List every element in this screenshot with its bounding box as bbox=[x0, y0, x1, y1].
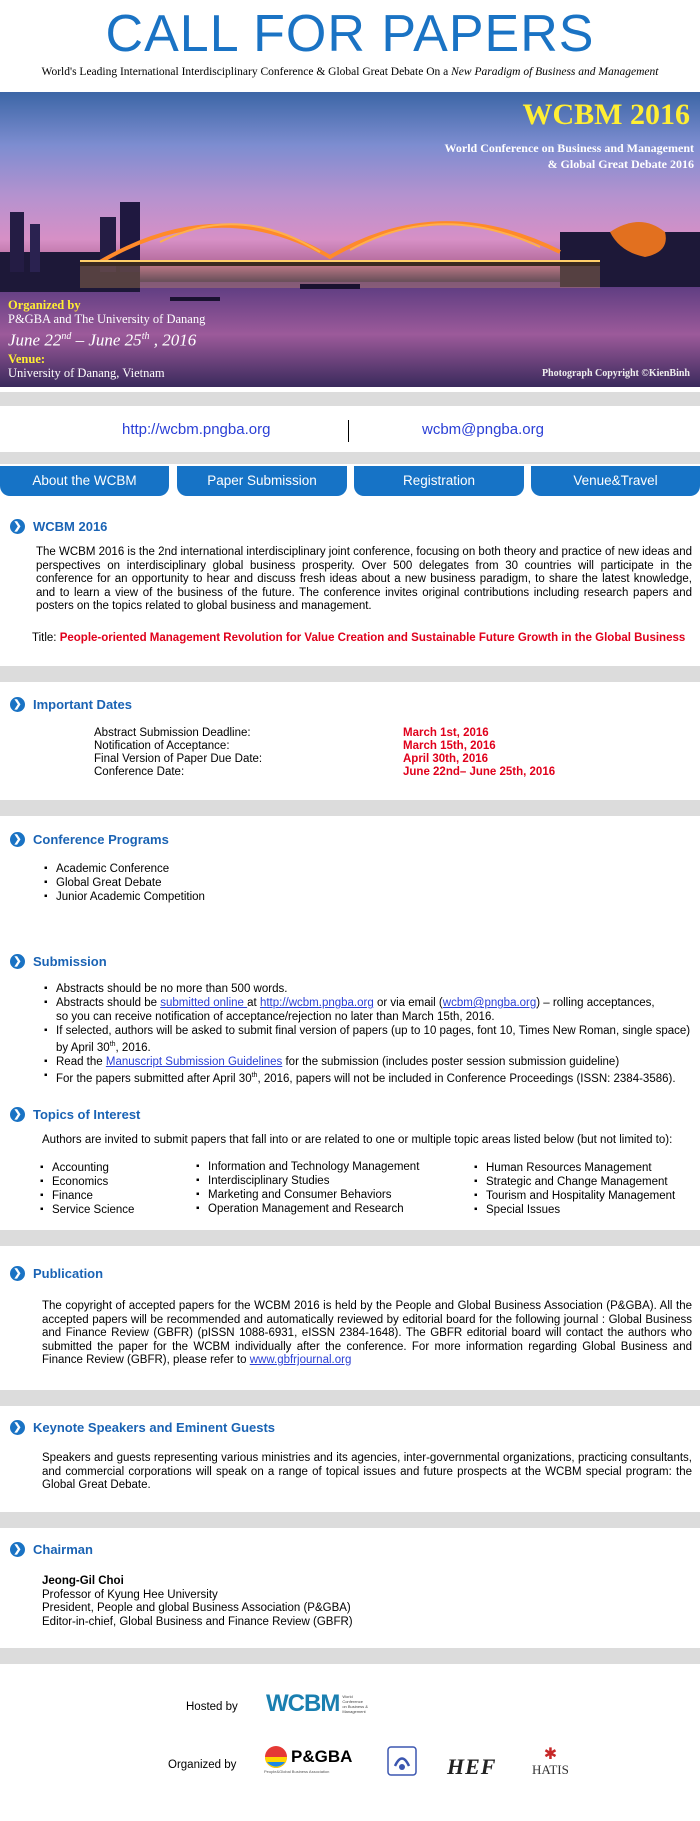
list-item: ▪ Marketing and Consumer Behaviors bbox=[196, 1188, 419, 1202]
date-label: Abstract Submission Deadline: bbox=[94, 727, 251, 739]
date-label: Final Version of Paper Due Date: bbox=[94, 753, 263, 765]
submit-online-link[interactable]: submitted online bbox=[160, 997, 248, 1009]
list-item: ▪ Interdisciplinary Studies bbox=[196, 1174, 419, 1188]
list-item: ▪ Academic Conference bbox=[44, 862, 205, 876]
date-label: Notification of Acceptance: bbox=[94, 740, 230, 752]
guidelines-link[interactable]: Manuscript Submission Guidelines bbox=[105, 1055, 283, 1068]
tab-about[interactable]: About the WCBM bbox=[0, 466, 169, 496]
list-item bbox=[44, 1024, 698, 1055]
section-header-about bbox=[10, 517, 107, 535]
text: , 2016, papers will not be included in Conference Proceedings (ISSN: 2384-3586). bbox=[257, 1072, 676, 1085]
conf-line-2: & Global Great Debate 2016 bbox=[547, 157, 694, 171]
bridge-lights bbox=[80, 260, 600, 262]
list-item: ▪ Information and Technology Management bbox=[196, 1160, 419, 1174]
text: for the submission (includes poster session submission guideline) bbox=[282, 1055, 620, 1068]
text: Read the bbox=[56, 1055, 106, 1068]
arrow-bullet-icon: ❯ bbox=[10, 1420, 25, 1435]
list-item: ▪ Accounting bbox=[40, 1161, 134, 1175]
subtitle-italic: New Paradigm of Business and Management bbox=[451, 66, 659, 78]
topics-col-1 bbox=[40, 1161, 134, 1217]
divider bbox=[0, 666, 700, 682]
hero-organizer-info bbox=[8, 298, 205, 380]
section-header-publication bbox=[10, 1264, 103, 1282]
arrow-bullet-icon: ❯ bbox=[10, 519, 25, 534]
hero-acronym: WCBM 2016 bbox=[522, 98, 690, 131]
date-sep: – bbox=[71, 330, 89, 350]
theme-text: People-oriented Management Revolution for Value Creation and Sustainable Future Growth in the Global Business bbox=[59, 632, 686, 644]
date-value: March 15th, 2016 bbox=[403, 740, 496, 752]
section-title: Keynote Speakers and Eminent Guests bbox=[33, 1419, 276, 1435]
section-title: Publication bbox=[33, 1265, 104, 1281]
chairman-info bbox=[42, 1575, 353, 1629]
topics-col-2 bbox=[196, 1160, 419, 1216]
section-title: Chairman bbox=[33, 1541, 93, 1557]
list-item: ▪ Economics bbox=[40, 1175, 134, 1189]
arrow-bullet-icon: ❯ bbox=[10, 697, 25, 712]
hero-banner bbox=[0, 92, 700, 387]
email-link[interactable]: wcbm@pngba.org bbox=[442, 997, 537, 1009]
sup: th bbox=[251, 1071, 258, 1079]
university-crest-icon bbox=[387, 1746, 417, 1781]
tab-registration[interactable]: Registration bbox=[354, 466, 524, 496]
building bbox=[10, 212, 24, 272]
photo-credit: Photograph Copyright ©KienBinh bbox=[541, 368, 690, 379]
topics-intro: Authors are invited to submit papers that fall into or are related to one or multiple topic areas listed below (but not limited to): bbox=[42, 1134, 673, 1146]
wcbm-logo-text: WCBM bbox=[266, 1690, 340, 1717]
chairman-line: Professor of Kyung Hee University bbox=[42, 1588, 218, 1601]
arrow-bullet-icon: ❯ bbox=[10, 1107, 25, 1122]
text: at bbox=[247, 997, 260, 1009]
text: Abstracts should be bbox=[56, 997, 161, 1009]
organizers: P&GBA and The University of Danang bbox=[8, 312, 206, 326]
date-start-sup: nd bbox=[61, 331, 72, 342]
wcbm-logo bbox=[266, 1690, 368, 1720]
date-value: April 30th, 2016 bbox=[403, 753, 489, 765]
pgba-logo-text: P&GBA bbox=[291, 1747, 353, 1766]
hef-logo: HEF bbox=[447, 1754, 497, 1779]
building bbox=[30, 224, 40, 272]
list-item: ▪ Global Great Debate bbox=[44, 876, 205, 890]
date-end-sup: th bbox=[141, 331, 150, 342]
organized-label: Organized by bbox=[168, 1759, 237, 1771]
arrow-bullet-icon: ❯ bbox=[10, 832, 25, 847]
logo-small-line: Conference bbox=[342, 1699, 363, 1704]
pgba-logo-small: People&Global Business Association bbox=[264, 1769, 330, 1774]
website-link[interactable]: http://wcbm.pngba.org bbox=[122, 421, 271, 438]
list-item: ▪ Tourism and Hospitality Management bbox=[474, 1189, 675, 1203]
conf-line-1: World Conference on Business and Management bbox=[444, 141, 694, 155]
section-title: WCBM 2016 bbox=[33, 518, 108, 534]
section-title: Submission bbox=[33, 953, 107, 969]
hero-conference-name bbox=[445, 140, 694, 172]
pgba-logo-icon bbox=[264, 1745, 288, 1769]
hosted-label: Hosted by bbox=[186, 1701, 238, 1713]
divider bbox=[0, 1512, 700, 1528]
list-item bbox=[44, 996, 698, 1024]
divider bbox=[0, 452, 700, 464]
arrow-bullet-icon: ❯ bbox=[10, 954, 25, 969]
text: The copyright of accepted papers for the WCBM 2016 is held by the People and Global Business Association (P&GBA). All the accepted papers will be recommended and automatically reviewed by editorial board for the following journal : Global Business and Finance Review (GBFR) (pISSN 1088-6931, eISSN 2384-1648). The GBFR editorial board will contact the authors who submitted the paper for the WCBM individually after the conference. For more information regarding Global Business and Finance Review (GBFR), please refer to bbox=[42, 1300, 692, 1366]
list-item: ▪ Service Science bbox=[40, 1203, 134, 1217]
pgba-logo bbox=[264, 1745, 352, 1774]
text: so you can receive notification of acceptance/rejection no later than March 15th, 2016. bbox=[56, 1011, 495, 1023]
about-body: The WCBM 2016 is the 2nd international interdisciplinary joint conference, focusing on both theory and practice of new ideas and perspectives on interdisciplinary global business prosperity. Over 500 delegates from 30 countries will participate in the conference for an opportunity to hear and discuss fresh ideas about a new business paradigm, to share the latest knowledge, and to learn a view of the business of the future. The conference invites original contributions including research papers and posters on the topics related to global business and management. bbox=[36, 546, 692, 612]
list-item: ▪ Junior Academic Competition bbox=[44, 890, 205, 904]
hatis-logo-text: HATIS bbox=[532, 1762, 569, 1777]
venue-label: Venue: bbox=[8, 351, 46, 366]
logo-small-line: World bbox=[342, 1694, 353, 1699]
section-title: Conference Programs bbox=[33, 831, 169, 847]
chairman-name: Jeong-Gil Choi bbox=[42, 1575, 124, 1587]
section-header-dates bbox=[10, 695, 132, 713]
section-title: Topics of Interest bbox=[33, 1106, 141, 1122]
list-item: ▪ Special Issues bbox=[474, 1203, 675, 1217]
text: , 2016. bbox=[115, 1041, 151, 1054]
wcbm-logo-small bbox=[342, 1694, 368, 1714]
list-item: ▪ Operation Management and Research bbox=[196, 1202, 419, 1216]
section-header-submission bbox=[10, 952, 107, 970]
logo-small-line: on Business & bbox=[342, 1704, 368, 1709]
event-dates bbox=[8, 326, 205, 352]
chairman-line: Editor-in-chief, Global Business and Finance Review (GBFR) bbox=[42, 1615, 353, 1628]
publication-body bbox=[42, 1300, 692, 1368]
topics-col-3 bbox=[474, 1161, 675, 1217]
tab-venue-travel[interactable]: Venue&Travel bbox=[531, 466, 700, 496]
date-year: , 2016 bbox=[149, 330, 197, 350]
tab-paper-submission[interactable]: Paper Submission bbox=[177, 466, 347, 496]
divider bbox=[0, 1230, 700, 1246]
list-item: ▪ Human Resources Management bbox=[474, 1161, 675, 1175]
section-header-topics bbox=[10, 1105, 140, 1123]
list-item: ▪ Strategic and Change Management bbox=[474, 1175, 675, 1189]
page-subtitle bbox=[0, 66, 700, 78]
subtitle-text: World's Leading International Interdisciplinary Conference & Global Great Debate On a bbox=[41, 66, 452, 78]
divider bbox=[0, 392, 700, 406]
bridge-arch-inner bbox=[350, 224, 540, 250]
dates-labels bbox=[94, 727, 262, 779]
text: For the papers submitted after April 30 bbox=[56, 1072, 252, 1085]
text: If selected, authors will be asked to submit final version of papers (up to 10 pages, font 10, Times New Roman, single space) by April 30 bbox=[56, 1025, 691, 1054]
sup: th bbox=[109, 1041, 116, 1048]
date-label: Conference Date: bbox=[94, 766, 185, 778]
theme-label: Title: bbox=[32, 632, 60, 644]
keynote-body: Speakers and guests representing various ministries and its agencies, inter-governmental organizations, practicing consultants, and commercial corporations will speak on a range of topical issues and future prospects at the WCBM special program: the Global Great Debate. bbox=[42, 1452, 692, 1491]
journal-link[interactable]: www.gbfrjournal.org bbox=[249, 1354, 352, 1366]
star-icon: ✱ bbox=[543, 1746, 558, 1763]
website-link[interactable]: http://wcbm.pngba.org bbox=[259, 997, 374, 1009]
submission-list bbox=[44, 982, 698, 1086]
boat bbox=[300, 284, 360, 289]
organized-label: Organized by bbox=[8, 298, 81, 312]
section-header-keynote bbox=[10, 1418, 275, 1436]
dates-values bbox=[403, 727, 555, 779]
arrow-bullet-icon: ❯ bbox=[10, 1266, 25, 1281]
nav-tabs bbox=[0, 466, 700, 496]
list-item bbox=[44, 1055, 698, 1069]
list-item: ▪ Finance bbox=[40, 1189, 134, 1203]
date-end: June 25 bbox=[88, 330, 142, 350]
text: or via email ( bbox=[373, 997, 443, 1009]
date-start: June 22 bbox=[8, 330, 62, 350]
list-item bbox=[44, 1069, 698, 1086]
text: ) – rolling acceptances, bbox=[536, 997, 655, 1009]
section-header-chairman bbox=[10, 1540, 93, 1558]
arrow-bullet-icon: ❯ bbox=[10, 1542, 25, 1557]
divider bbox=[0, 1390, 700, 1406]
email-link[interactable]: wcbm@pngba.org bbox=[422, 421, 544, 438]
hatis-logo bbox=[532, 1748, 569, 1778]
contact-links bbox=[0, 408, 700, 452]
divider bbox=[0, 800, 700, 816]
programs-list bbox=[44, 862, 205, 904]
section-header-programs bbox=[10, 830, 169, 848]
date-value: March 1st, 2016 bbox=[403, 727, 489, 739]
link-divider bbox=[348, 420, 349, 442]
venue: University of Danang, Vietnam bbox=[8, 365, 165, 380]
list-item: ▪ Abstracts should be no more than 500 words. bbox=[44, 982, 698, 996]
page-title: CALL FOR PAPERS bbox=[105, 5, 595, 63]
theme-line bbox=[32, 632, 700, 644]
section-title: Important Dates bbox=[33, 696, 132, 712]
logo-small-line: Management bbox=[342, 1709, 366, 1714]
date-value: June 22nd– June 25th, 2016 bbox=[403, 766, 556, 778]
divider bbox=[0, 1648, 700, 1664]
chairman-line: President, People and global Business Association (P&GBA) bbox=[42, 1602, 351, 1614]
